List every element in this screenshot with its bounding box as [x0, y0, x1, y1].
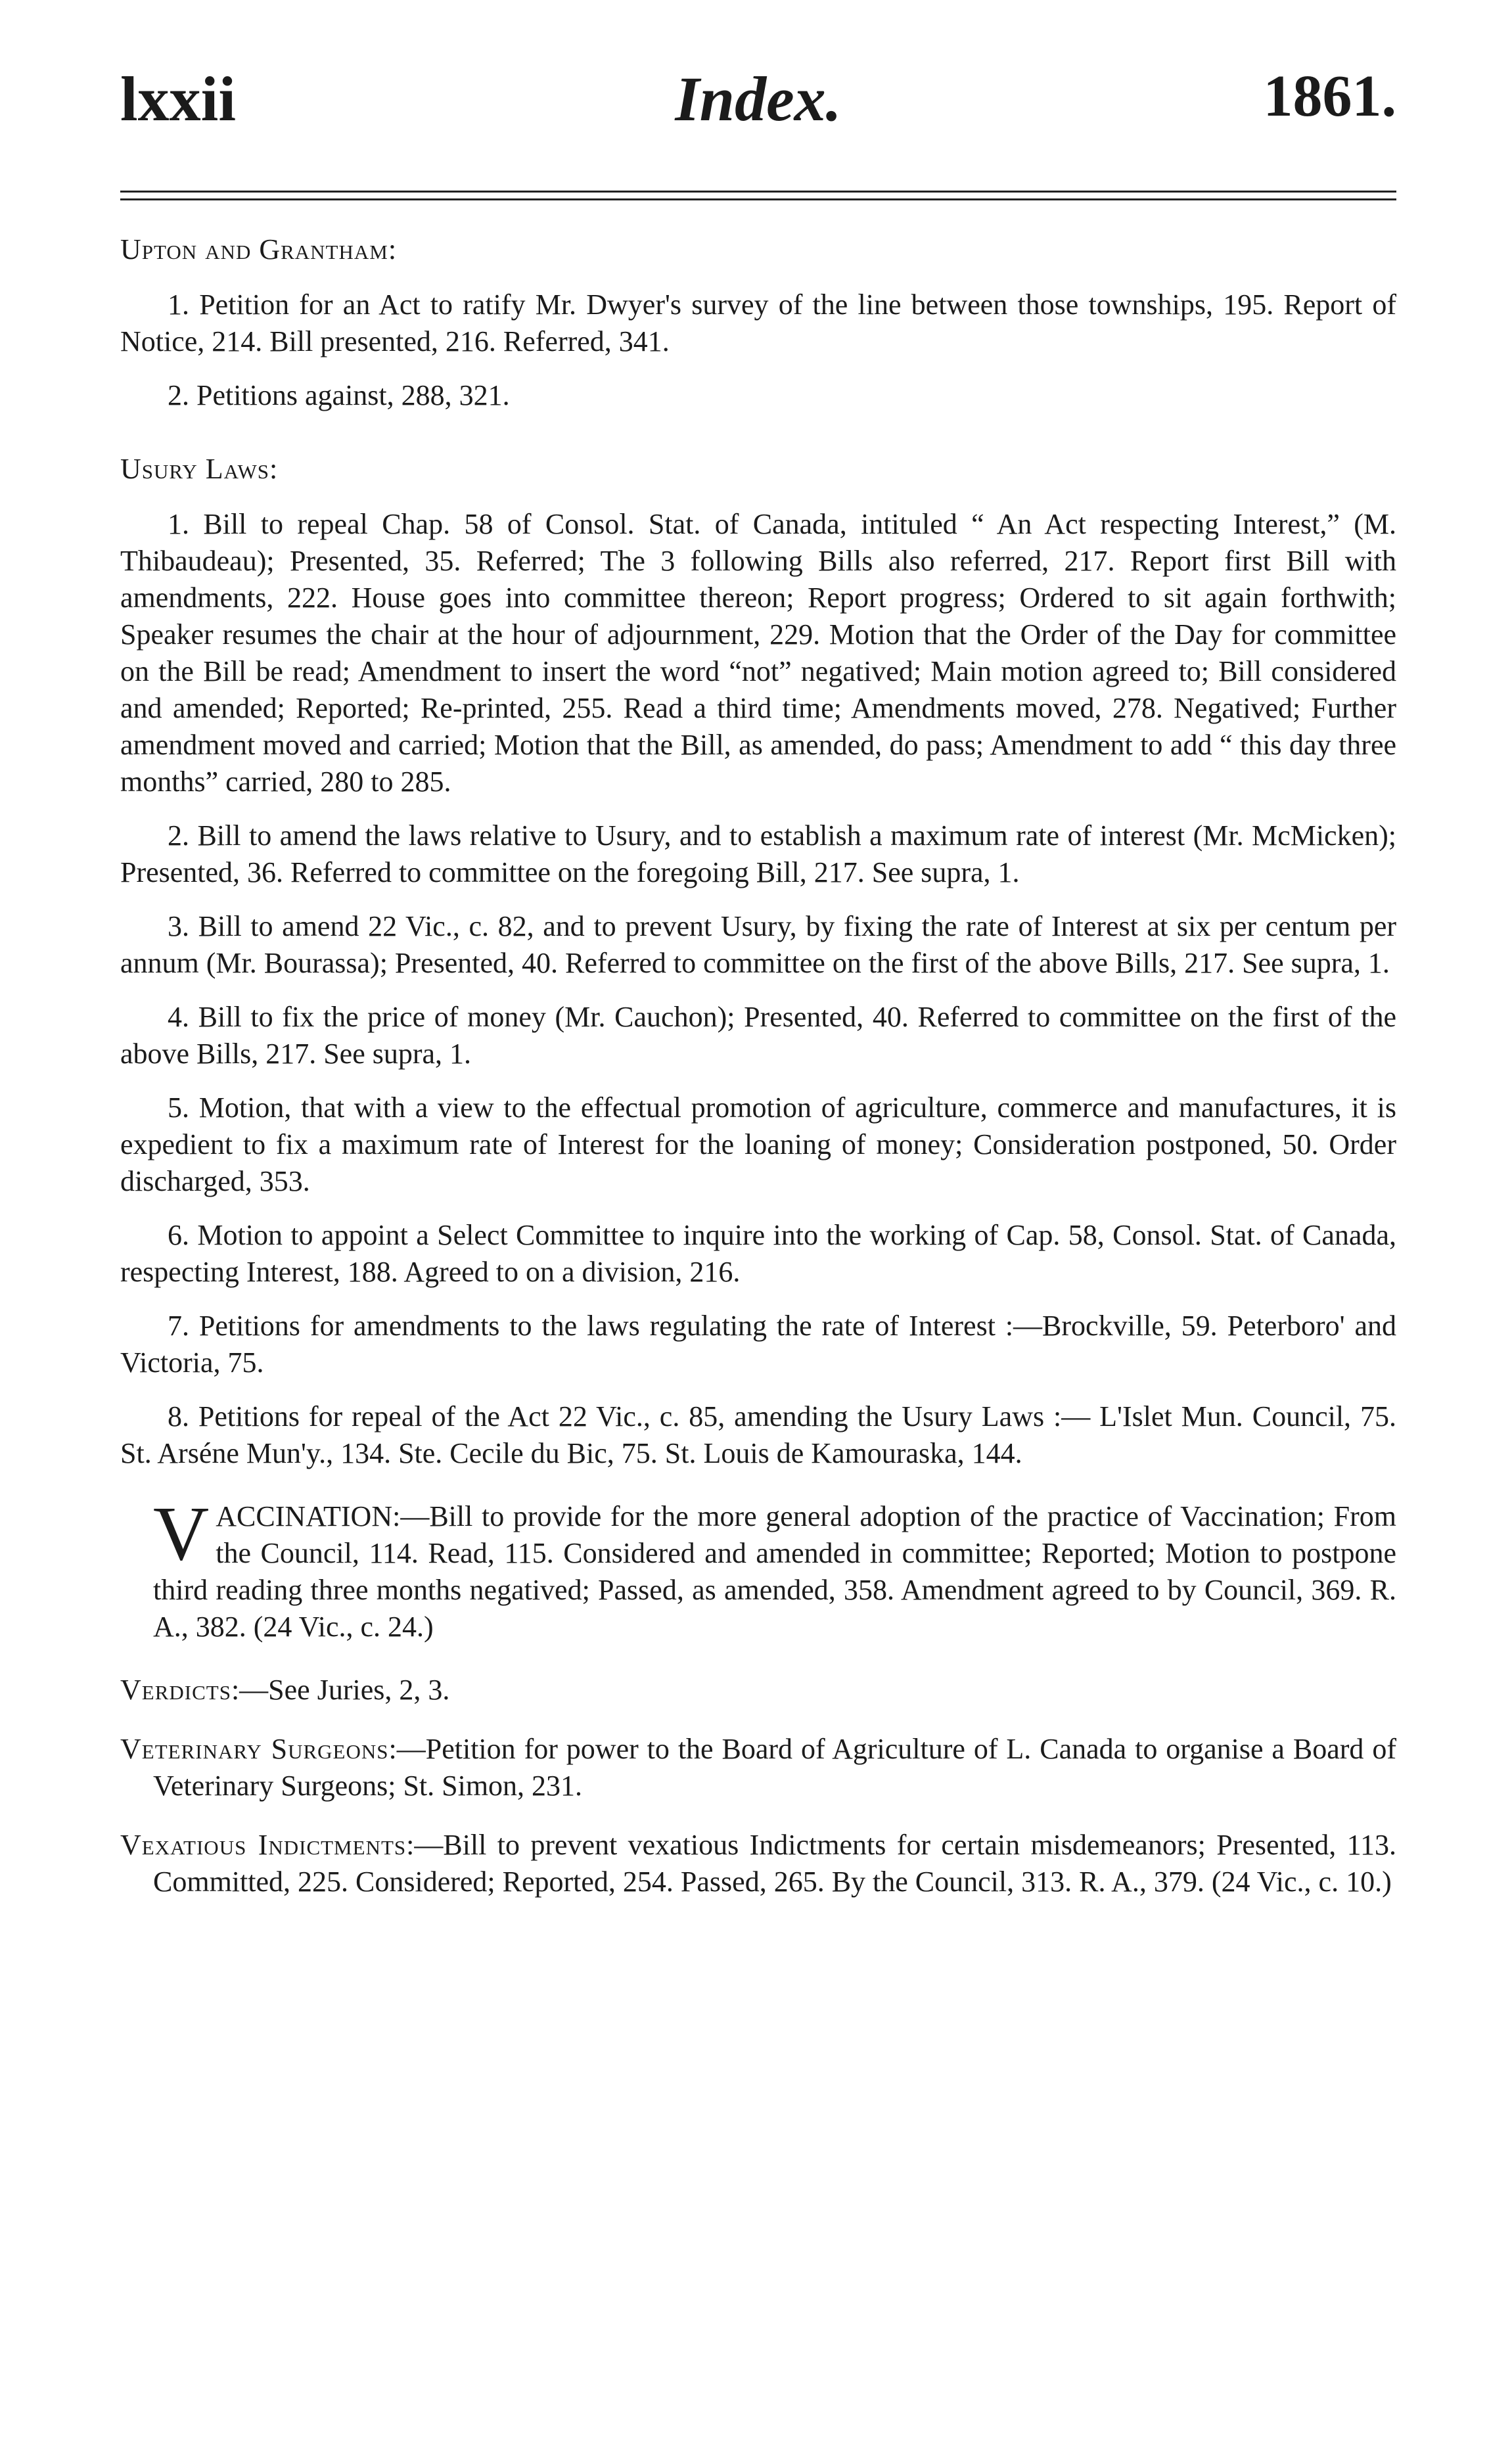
usury-item-1: 1. Bill to repeal Chap. 58 of Consol. Stat. of Canada, intituled “ An Act respecting Interest,” (M. Thibaudeau); Presented, 35. Referred; The 3 following Bills also referred, 217. Report first Bill with amendments, 222. House goes into committee thereon; Report progress; Ordered to sit again forthwith; Speaker resumes the chair at the hour of adjournment, 229. Motion that the Order of the Day for committee on the Bill be read; Amendment to insert the word “not” negatived; Main motion agreed to; Bill considered and amended; Reported; Re-printed, 255. Read a third time; Amendments moved, 278. Negatived; Further amendment moved and carried; Motion that the Bill, as amended, do pass; Amendment to add “ this day three months” carried, 280 to 285.: [120, 508, 1396, 798]
veterinary-head: Veterinary Surgeons: [120, 1733, 389, 1765]
verdicts-head: Verdicts: [120, 1674, 231, 1706]
usury-item-5: 5. Motion, that with a view to the effectual promotion of agriculture, commerce and manufactures, it is expedient to fix a maximum rate of Interest for the loaning of money; Consideration postponed, 50. Order discharged, 353.: [120, 1091, 1396, 1197]
vexatious-text: :—Bill to prevent vexatious Indictments for certain misdemeanors; Presented, 113. Committed, 225. Considered; Reported, 254. Passed, 265. By the Council, 313. R. A., 379. (24 Vic., c. 10.): [153, 1829, 1396, 1898]
vexatious-entry: [120, 1827, 1396, 1900]
usury-item-6: 6. Motion to appoint a Select Committee to inquire into the working of Cap. 58, Consol. Stat. of Canada, respecting Interest, 188. Agreed to on a division, 216.: [120, 1219, 1396, 1288]
vaccination-entry: [120, 1490, 1396, 1645]
page-header: [120, 62, 1396, 161]
usury-item-4: 4. Bill to fix the price of money (Mr. Cauchon); Presented, 40. Referred to committee on the first of the above Bills, 217. See supra, 1.: [120, 1001, 1396, 1070]
page-number: lxxii: [120, 64, 237, 134]
verdicts-entry: [120, 1672, 1396, 1709]
header-rule-bottom: [120, 198, 1396, 200]
vaccination-dropcap: V: [153, 1490, 210, 1576]
vexatious-head: Vexatious Indictments: [120, 1829, 407, 1861]
usury-item-7: 7. Petitions for amendments to the laws regulating the rate of Interest :—Brockville, 59. Peterboro' and Victoria, 75.: [120, 1310, 1396, 1379]
upton-item-1: 1. Petition for an Act to ratify Mr. Dwyer's survey of the line between those townships, 195. Report of Notice, 214. Bill presented, 216. Referred, 341.: [120, 288, 1396, 357]
veterinary-entry: [120, 1731, 1396, 1804]
vaccination-text: :—Bill to provide for the more general adoption of the practice of Vaccination; From the Council, 114. Read, 115. Considered and amended in committee; Reported; Motion to postpone third reading three months negatived; Passed, as amended, 358. Amendment agreed to by Council, 369. R. A., 382. (24 Vic., c. 24.): [153, 1500, 1396, 1643]
upton-item-2: 2. Petitions against, 288, 321.: [168, 379, 510, 411]
veterinary-text: :—Petition for power to the Board of Agriculture of L. Canada to organise a Board of Veterinary Surgeons; St. Simon, 231.: [153, 1733, 1396, 1802]
page-title: Index.: [675, 64, 842, 134]
usury-item-3: 3. Bill to amend 22 Vic., c. 82, and to prevent Usury, by fixing the rate of Interest at six per centum per annum (Mr. Bourassa); Presented, 40. Referred to committee on the first of the above Bills, 217. See supra, 1.: [120, 910, 1396, 979]
usury-item-2: 2. Bill to amend the laws relative to Usury, and to establish a maximum rate of interest (Mr. McMicken); Presented, 36. Referred to committee on the foregoing Bill, 217. See supra, 1.: [120, 819, 1396, 888]
page-year: 1861.: [1263, 64, 1396, 129]
upton-heading: Upton and Grantham:: [120, 233, 398, 265]
usury-heading: Usury Laws:: [120, 453, 279, 485]
header-rule-top: [120, 191, 1396, 193]
verdicts-text: :—See Juries, 2, 3.: [231, 1674, 450, 1706]
usury-item-8: 8. Petitions for repeal of the Act 22 Vic., c. 85, amending the Usury Laws :— L'Islet Mun. Council, 75. St. Arséne Mun'y., 134. Ste. Cecile du Bic, 75. St. Louis de Kamouraska, 144.: [120, 1400, 1396, 1469]
vaccination-head: ACCINATION: [216, 1500, 393, 1532]
index-body: [120, 231, 1396, 1923]
